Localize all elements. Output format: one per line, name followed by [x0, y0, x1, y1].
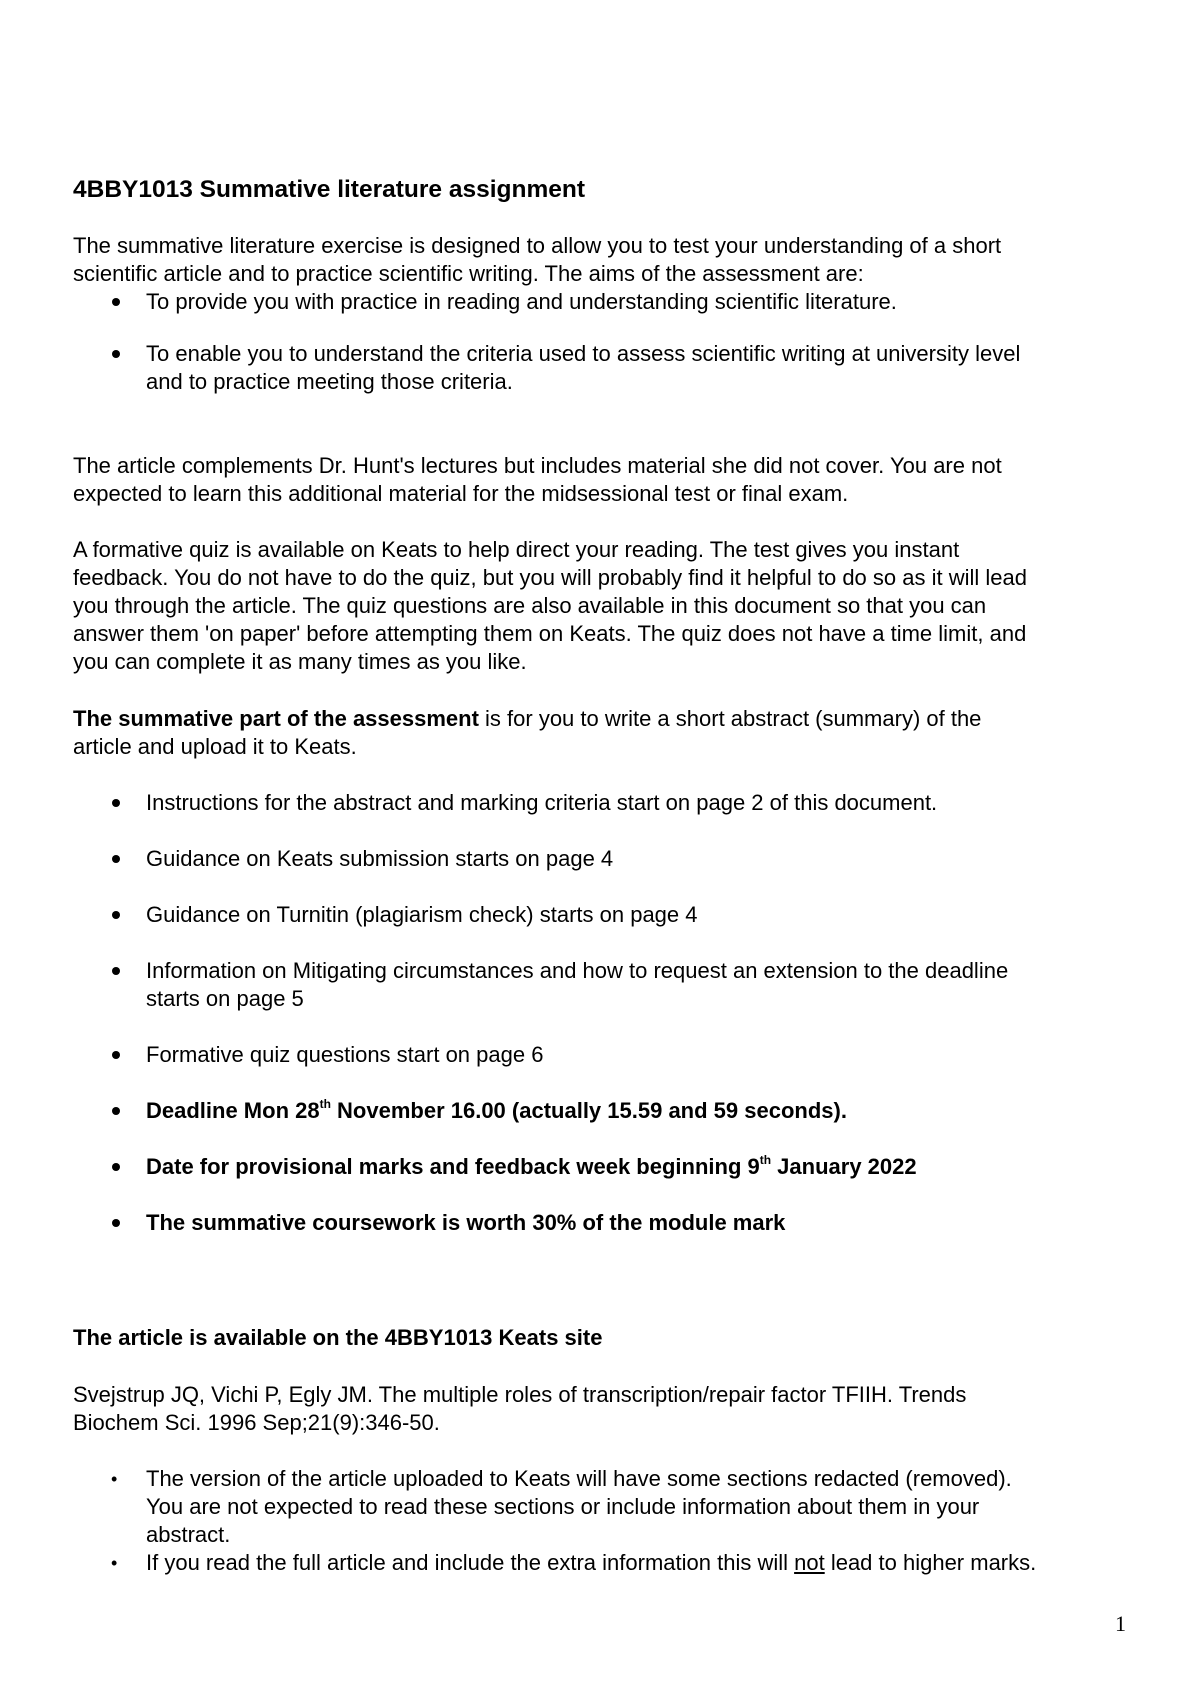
paragraph-line — [73, 705, 1143, 733]
paragraph-line: you through the article. The quiz questions are also available in this document so that you can — [73, 593, 987, 618]
bullet-icon — [112, 298, 120, 306]
note-item — [73, 1465, 1143, 1549]
notes-list — [73, 1465, 1143, 1577]
emphasis-not: not — [794, 1550, 825, 1575]
bullet-icon — [112, 1219, 120, 1227]
aims-list — [73, 288, 1143, 396]
guidance-text: Guidance on Turnitin (plagiarism check) starts on page 4 — [146, 902, 698, 927]
summative-rest: is for you to write a short abstract (summary) of the — [478, 706, 982, 731]
bullet-icon — [112, 855, 120, 863]
note-item — [73, 1549, 1143, 1577]
bullet-icon — [112, 1051, 120, 1059]
summative-paragraph — [73, 705, 1143, 761]
article-heading: The article is available on the 4BBY1013 Keats site — [73, 1325, 603, 1350]
small-bullet-icon: • — [111, 1469, 118, 1489]
paragraph-line: expected to learn this additional material for the midsessional test or final exam. — [73, 481, 849, 506]
guidance-item — [73, 789, 1143, 817]
deadline-text: Deadline Mon 28 — [146, 1098, 320, 1123]
aim-item — [73, 288, 1143, 316]
guidance-list — [73, 789, 1143, 1237]
intro-paragraph — [73, 232, 1143, 288]
bullet-icon — [112, 350, 120, 358]
aim-text: and to practice meeting those criteria. — [146, 369, 513, 394]
paragraph-line: The article complements Dr. Hunt's lectures but includes material she did not cover. You are not — [73, 453, 1002, 478]
document-title: 4BBY1013 Summative literature assignment — [73, 176, 585, 203]
ordinal-suffix: th — [759, 1152, 772, 1167]
aim-text: To provide you with practice in reading and understanding scientific literature. — [146, 289, 897, 314]
marks-date-item — [73, 1153, 1143, 1181]
guidance-text: starts on page 5 — [146, 986, 304, 1011]
guidance-item — [73, 1041, 1143, 1069]
guidance-text: Formative quiz questions start on page 6 — [146, 1042, 544, 1067]
guidance-item — [73, 957, 1143, 1013]
note-text: You are not expected to read these sections or include information about them in your — [146, 1494, 980, 1519]
quiz-paragraph — [73, 536, 1143, 676]
document-page — [73, 0, 1143, 1698]
note-text: lead to higher marks. — [824, 1550, 1037, 1575]
intro-line: scientific article and to practice scientific writing. The aims of the assessment are: — [73, 261, 864, 286]
ordinal-suffix: th — [319, 1096, 331, 1111]
worth-item — [73, 1209, 1143, 1237]
bullet-icon — [112, 911, 120, 919]
paragraph-line: you can complete it as many times as you like. — [73, 649, 527, 674]
note-text: The version of the article uploaded to Keats will have some sections redacted (removed). — [146, 1466, 1012, 1491]
deadline-text: November 16.00 (actually 15.59 and 59 seconds). — [330, 1098, 847, 1123]
guidance-item — [73, 901, 1143, 929]
paragraph-line: answer them 'on paper' before attempting them on Keats. The quiz does not have a time limit, and — [73, 621, 1027, 646]
page-number: 1 — [1115, 1611, 1126, 1636]
guidance-text: Guidance on Keats submission starts on page 4 — [146, 846, 614, 871]
marks-date-text: Date for provisional marks and feedback week beginning 9 — [146, 1154, 760, 1179]
small-bullet-icon: • — [111, 1553, 118, 1573]
note-text: If you read the full article and include the extra information this will — [146, 1550, 795, 1575]
aim-text: To enable you to understand the criteria used to assess scientific writing at university level — [146, 341, 1021, 366]
guidance-text: Instructions for the abstract and marking criteria start on page 2 of this document. — [146, 790, 938, 815]
worth-text: The summative coursework is worth 30% of the module mark — [146, 1210, 786, 1235]
deadline-item — [73, 1097, 1143, 1125]
aim-item — [73, 340, 1143, 396]
intro-line: The summative literature exercise is designed to allow you to test your understanding of a short — [73, 233, 1002, 258]
bullet-icon — [112, 799, 120, 807]
paragraph-line: article and upload it to Keats. — [73, 734, 357, 759]
bullet-icon — [112, 1163, 120, 1171]
paragraph-line: A formative quiz is available on Keats to help direct your reading. The test gives you instant — [73, 537, 960, 562]
note-text: abstract. — [146, 1522, 231, 1547]
citation-line: Biochem Sci. 1996 Sep;21(9):346-50. — [73, 1410, 440, 1435]
citation-line: Svejstrup JQ, Vichi P, Egly JM. The multiple roles of transcription/repair factor TFIIH. Trends — [73, 1382, 967, 1407]
guidance-item — [73, 845, 1143, 873]
summative-lead: The summative part of the assessment — [73, 706, 479, 731]
guidance-text: Information on Mitigating circumstances and how to request an extension to the deadline — [146, 958, 1009, 983]
complement-paragraph — [73, 452, 1143, 508]
citation — [73, 1381, 1143, 1437]
bullet-icon — [112, 967, 120, 975]
paragraph-line: feedback. You do not have to do the quiz, but you will probably find it helpful to do so as it will lead — [73, 565, 1027, 590]
marks-date-text: January 2022 — [771, 1154, 917, 1179]
bullet-icon — [112, 1107, 120, 1115]
